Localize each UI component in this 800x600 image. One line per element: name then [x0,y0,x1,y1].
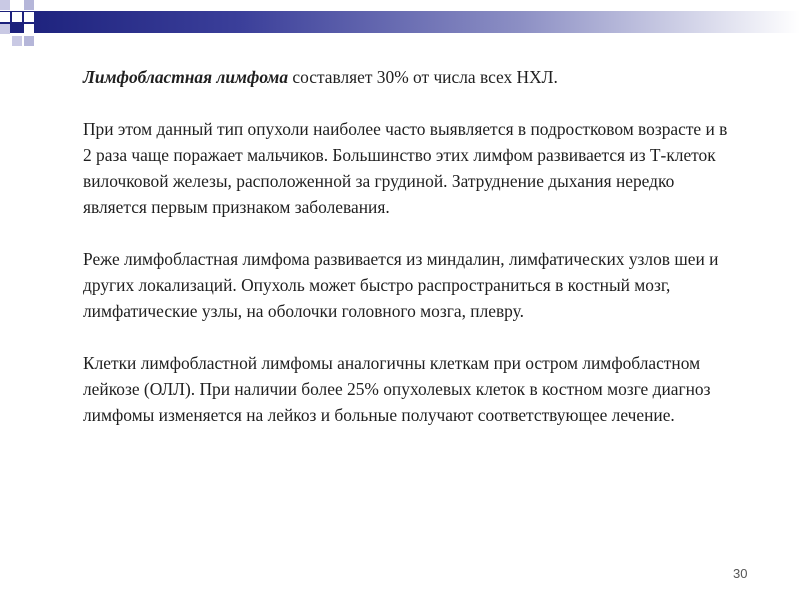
header-gradient-band [0,11,800,33]
paragraph-age-thymus: При этом данный тип опухоли наиболее часто выявляется в подростковом возрасте и в 2 раза чаще поражает мальчиков. Большинство этих лимфом развивается из Т-клеток вилочковой железы, расположенной за грудиной. Затруднение дыхания нередко является первым признаком заболевания. [83,119,728,217]
decorative-square [24,36,34,46]
decorative-square [24,24,34,34]
decorative-square [0,24,10,34]
page-number: 30 [733,566,748,581]
paragraph-cells-leukemia: Клетки лимфобластной лимфомы аналогичны клеткам при остром лимфобластном лейкозе (ОЛЛ). При наличии более 25% опухолевых клеток в костном мозге диагноз лимфомы изменяется на лейкоз и больные получают соответствующее лечение. [83,353,711,425]
decorative-square [12,0,22,10]
paragraph-other-locations: Реже лимфобластная лимфома развивается из миндалин, лимфатических узлов шеи и других локализаций. Опухоль может быстро распространиться в костный мозг, лимфатические узлы, на оболочки головного мозга, плевру. [83,249,719,321]
intro-text: составляет 30% от числа всех НХЛ. [288,67,558,87]
slide-body [83,64,733,454]
decorative-square [12,12,22,22]
decorative-square [0,12,10,22]
decorative-square [36,0,46,10]
decorative-square [24,12,34,22]
decorative-square [24,0,34,10]
intro-term: Лимфобластная лимфома [83,67,289,87]
decorative-square [12,36,22,46]
decorative-square [0,0,10,10]
intro-paragraph [83,64,733,90]
